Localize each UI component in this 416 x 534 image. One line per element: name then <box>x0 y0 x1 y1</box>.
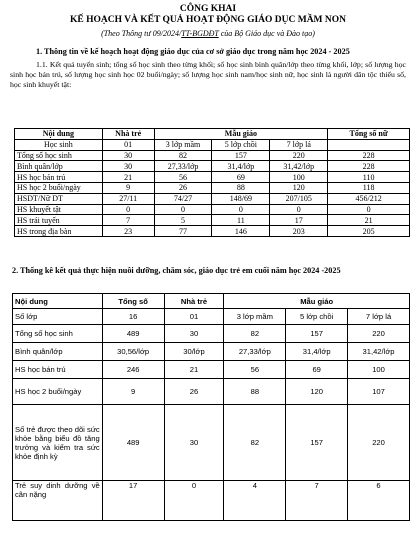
subtitle-suffix: của Bộ Giáo dục và Đào tạo) <box>218 29 315 38</box>
table-cell: HS trong địa bàn <box>15 226 103 237</box>
table-cell: Số trẻ được theo dõi sức khỏe bằng biểu đồ tăng trưởng và kiểm tra sức khỏe định kỳ <box>13 405 103 481</box>
section2-heading: 2. Thống kê kết quả thực hiện nuôi dưỡng, chăm sóc, giáo dục trẻ em cuối năm học 2024 -2025 <box>12 266 341 275</box>
table-cell: 30 <box>102 150 154 161</box>
table-row <box>13 405 410 481</box>
table-cell: 6 <box>348 481 410 521</box>
table-row <box>13 309 410 325</box>
table-cell: 01 <box>102 139 154 150</box>
table-cell: 27/11 <box>102 193 154 204</box>
table-cell: 30/lớp <box>164 343 224 361</box>
table-cell: 27,33/lớp <box>224 343 286 361</box>
table-cell: 23 <box>102 226 154 237</box>
table-cell: 0 <box>164 481 224 521</box>
table-cell: Số lớp <box>13 309 103 325</box>
table-cell: Bình quân/lớp <box>15 161 103 172</box>
results-table <box>12 293 410 521</box>
header-nha-tre: Nhà trẻ <box>102 129 154 140</box>
table-cell: Bình quân/lớp <box>13 343 103 361</box>
table-cell: 0 <box>212 204 270 215</box>
enrollment-table-header <box>15 129 410 140</box>
table-cell: 220 <box>270 150 328 161</box>
table-cell: 146 <box>212 226 270 237</box>
table-row <box>13 379 410 405</box>
table-cell: 56 <box>224 361 286 379</box>
table-row <box>13 325 410 343</box>
table-cell: 21 <box>102 172 154 183</box>
table-cell: Học sinh <box>15 139 103 150</box>
table-cell: 110 <box>328 172 410 183</box>
table-cell: 220 <box>348 325 410 343</box>
table-cell: 7 <box>286 481 348 521</box>
table-cell: 9 <box>102 379 164 405</box>
subtitle-circular-link[interactable]: TT-BGDĐT <box>181 29 219 38</box>
table-cell: Trẻ suy dinh dưỡng về cân nặng <box>13 481 103 521</box>
table-cell: 21 <box>164 361 224 379</box>
table-cell: 4 <box>224 481 286 521</box>
table-cell: 56 <box>154 172 212 183</box>
table-cell: HS học bán trú <box>13 361 103 379</box>
section1-paragraph: 1.1. Kết quả tuyển sinh; tổng số học sinh theo từng khối; số học sinh bình quân/lớp theo từng khối, lớp; số lượng học sinh học bán trú, số lượng học sinh học 02 buổi/ngày; số lượng học sinh nam/học sinh nữ, học sinh là người dân tộc thiểu số, học sinh khuyết tật: <box>10 60 406 89</box>
table-row <box>15 215 410 226</box>
header-nha-tre: Nhà trẻ <box>164 294 224 309</box>
table-cell: 157 <box>286 405 348 481</box>
document-title <box>0 0 416 26</box>
table-cell: 228 <box>328 150 410 161</box>
table-cell: 88 <box>224 379 286 405</box>
table-row <box>13 343 410 361</box>
header-content: Nội dung <box>13 294 103 309</box>
table-cell: 30 <box>164 405 224 481</box>
table-cell: 5 <box>154 215 212 226</box>
table-cell: 16 <box>102 309 164 325</box>
table-cell: 82 <box>224 405 286 481</box>
table-cell: 489 <box>102 325 164 343</box>
table-cell <box>328 139 410 150</box>
table-cell: 69 <box>212 172 270 183</box>
table-cell: 0 <box>328 204 410 215</box>
title-line-1: CÔNG KHAI <box>179 4 237 14</box>
table-cell: 74/27 <box>154 193 212 204</box>
table-cell: 88 <box>212 182 270 193</box>
table-cell: 228 <box>328 161 410 172</box>
table-cell: 203 <box>270 226 328 237</box>
table-cell: 17 <box>270 215 328 226</box>
table-cell: 7 <box>102 215 154 226</box>
results-table-header <box>13 294 410 309</box>
document-subtitle <box>0 28 416 39</box>
table-cell: 17 <box>102 481 164 521</box>
table-cell: 30 <box>164 325 224 343</box>
table-cell: 100 <box>348 361 410 379</box>
table-cell: 120 <box>286 379 348 405</box>
table-cell: 31,4/lớp <box>212 161 270 172</box>
header-total: Tổng số nữ <box>328 129 410 140</box>
title-line-2: KẾ HOẠCH VÀ KẾT QUẢ HOẠT ĐỘNG GIÁO DỤC MẦM NON <box>69 15 347 25</box>
table-cell: 31,42/lớp <box>270 161 328 172</box>
table-cell: 107 <box>348 379 410 405</box>
table-cell: 69 <box>286 361 348 379</box>
table-cell: 207/105 <box>270 193 328 204</box>
table-cell: 0 <box>102 204 154 215</box>
header-total: Tổng số <box>102 294 164 309</box>
table-row <box>15 204 410 215</box>
table-cell: 7 lớp lá <box>270 139 328 150</box>
table-cell: HS học bán trú <box>15 172 103 183</box>
table-cell: 27,33/lớp <box>154 161 212 172</box>
table-cell: 157 <box>286 325 348 343</box>
table-row <box>13 481 410 521</box>
table-cell: HS trái tuyến <box>15 215 103 226</box>
table-cell: 456/212 <box>328 193 410 204</box>
table-row <box>15 172 410 183</box>
table-cell: HSDT/Nữ DT <box>15 193 103 204</box>
table-cell: 100 <box>270 172 328 183</box>
table-cell: HS học 2 buổi/ngày <box>15 182 103 193</box>
table-row <box>15 193 410 204</box>
table-cell: 26 <box>154 182 212 193</box>
header-mau-giao: Mẫu giáo <box>154 129 328 140</box>
table-row <box>15 150 410 161</box>
table-row <box>13 361 410 379</box>
header-mau-giao: Mẫu giáo <box>224 294 410 309</box>
table-cell: 246 <box>102 361 164 379</box>
table-row <box>15 161 410 172</box>
table-cell: 157 <box>212 150 270 161</box>
table-cell: 7 lớp lá <box>348 309 410 325</box>
table-cell: HS học 2 buổi/ngày <box>13 379 103 405</box>
table-cell: HS khuyết tật <box>15 204 103 215</box>
table-cell: 82 <box>224 325 286 343</box>
table-cell: 82 <box>154 150 212 161</box>
table-cell: 30,56/lớp <box>102 343 164 361</box>
table-cell: 11 <box>212 215 270 226</box>
table-cell: 26 <box>164 379 224 405</box>
table-cell: 0 <box>270 204 328 215</box>
table-cell: 5 lớp chồi <box>286 309 348 325</box>
enrollment-table <box>14 128 410 237</box>
enrollment-table-subheader <box>15 139 410 150</box>
table-cell: 21 <box>328 215 410 226</box>
table-cell: Tổng số học sinh <box>13 325 103 343</box>
table-cell: 118 <box>328 182 410 193</box>
subtitle-prefix: (Theo Thông tư 09/2024/ <box>101 29 182 38</box>
table-row <box>15 226 410 237</box>
table-cell: 0 <box>154 204 212 215</box>
table-cell: 30 <box>102 161 154 172</box>
table-cell: 5 lớp chồi <box>212 139 270 150</box>
table-cell: 3 lớp mầm <box>224 309 286 325</box>
section1-heading: 1. Thông tin về kế hoạch hoạt động giáo dục của cơ sở giáo dục trong năm học 2024 - 2025 <box>36 47 350 56</box>
table-cell: 220 <box>348 405 410 481</box>
table-cell: 205 <box>328 226 410 237</box>
table-cell: 77 <box>154 226 212 237</box>
table-cell: 148/69 <box>212 193 270 204</box>
table-cell: 31,4/lớp <box>286 343 348 361</box>
table-cell: 31,42/lớp <box>348 343 410 361</box>
table-cell: 489 <box>102 405 164 481</box>
table-cell: 9 <box>102 182 154 193</box>
table-cell: 120 <box>270 182 328 193</box>
table-cell: 3 lớp mầm <box>154 139 212 150</box>
table-cell: 01 <box>164 309 224 325</box>
table-cell: Tổng số học sinh <box>15 150 103 161</box>
table-row <box>15 182 410 193</box>
header-content: Nội dung <box>15 129 103 140</box>
